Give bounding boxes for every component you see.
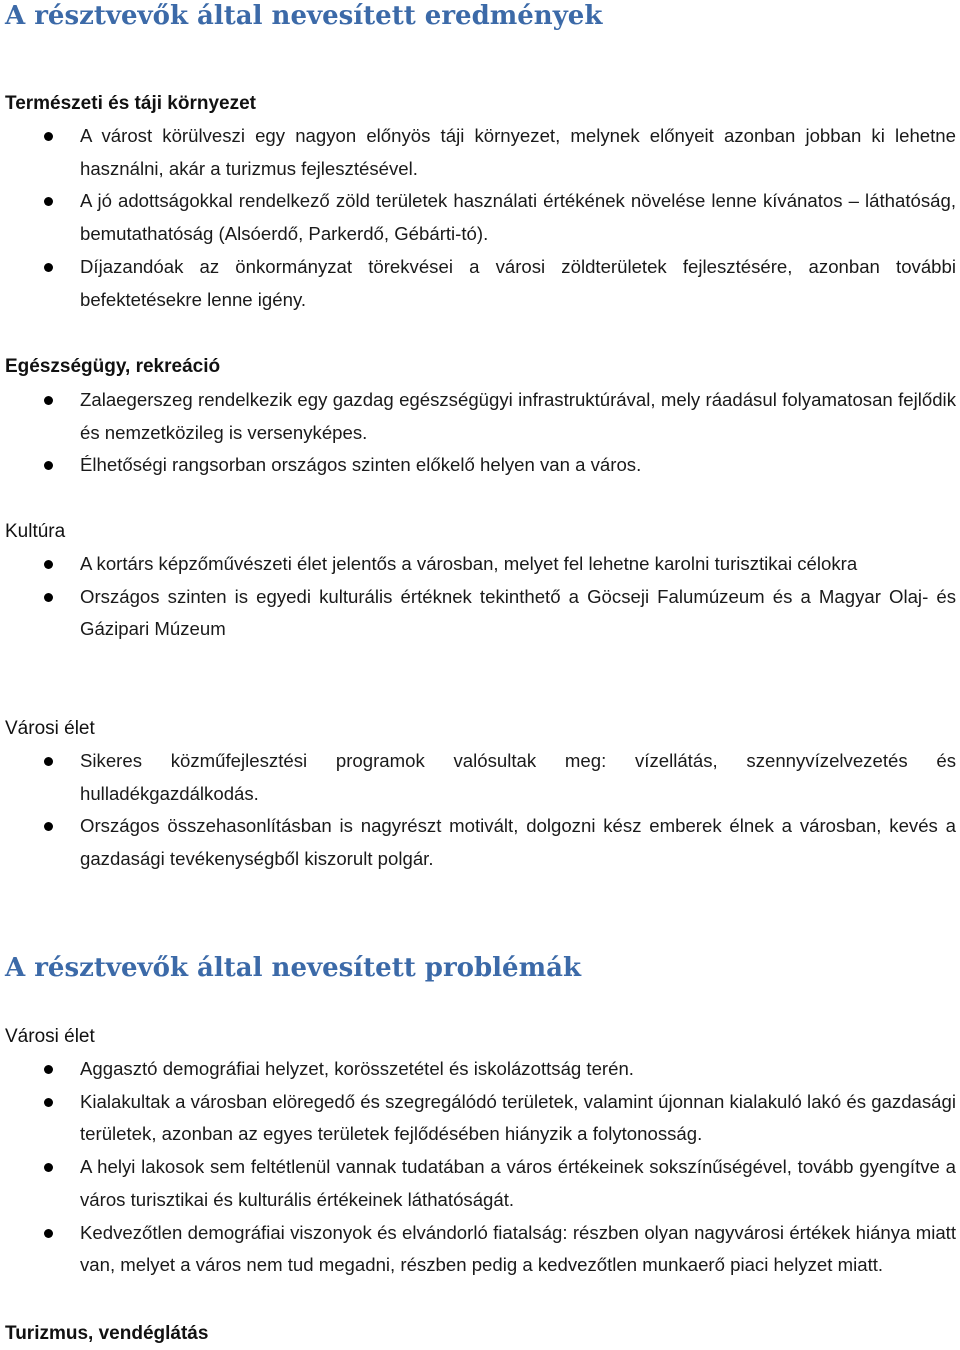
- group-heading-city-life-problems: Városi élet: [5, 1026, 95, 1047]
- list-item: A helyi lakosok sem feltétlenül vannak tudatában a város értékeinek sokszínűségével, tovább gyengítve a város turisztikai és kulturális értékeinek láthatóságát.: [0, 1151, 960, 1216]
- group-heading-city-life: Városi élet: [5, 718, 95, 739]
- bullet-icon: [44, 461, 53, 470]
- list-item: Élhetőségi rangsorban országos szinten előkelő helyen van a város.: [0, 449, 960, 482]
- list-item: Aggasztó demográfiai helyzet, korösszetétel és iskolázottság terén.: [0, 1053, 960, 1086]
- list-item: Kedvezőtlen demográfiai viszonyok és elvándorló fiatalság: részben olyan nagyvárosi értékek hiánya miatt van, melyet a város nem tud megadni, részben pedig a kedvezőtlen munkaerő piaci helyzet miatt.: [0, 1217, 960, 1282]
- bullet-icon: [44, 757, 53, 766]
- list-item: Országos szinten is egyedi kulturális értéknek tekinthető a Göcseji Falumúzeum és a Magyar Olaj- és Gázipari Múzeum: [0, 581, 960, 646]
- bullet-icon: [44, 263, 53, 272]
- bullet-icon: [44, 822, 53, 831]
- bullet-icon: [44, 1065, 53, 1074]
- section-title-problems: A résztvevők által nevesített problémák: [5, 953, 581, 983]
- bullet-list-health: [0, 384, 960, 482]
- list-item: Országos összehasonlításban is nagyrészt motivált, dolgozni kész emberek élnek a városban, kevés a gazdasági tevékenységből kiszorult polgár.: [0, 810, 960, 875]
- bullet-list-city-life-problems: [0, 1053, 960, 1282]
- bullet-icon: [44, 1163, 53, 1172]
- bullet-list-culture: [0, 548, 960, 646]
- list-item: Kialakultak a városban elöregedő és szegregálódó területek, valamint újonnan kialakuló lakó és gazdasági területek, azonban az egyes területek fejlődésében hiányzik a folytonosság.: [0, 1086, 960, 1151]
- bullet-icon: [44, 593, 53, 602]
- bullet-icon: [44, 132, 53, 141]
- bullet-icon: [44, 1229, 53, 1238]
- list-item: Sikeres közműfejlesztési programok valósultak meg: vízellátás, szennyvízelvezetés és hulladékgazdálkodás.: [0, 745, 960, 810]
- group-heading-tourism: Turizmus, vendéglátás: [5, 1323, 209, 1344]
- bullet-icon: [44, 560, 53, 569]
- list-item: A várost körülveszi egy nagyon előnyös táji környezet, melynek előnyeit azonban jobban ki lehetne használni, akár a turizmus fejlesztésével.: [0, 120, 960, 185]
- group-heading-health: Egészségügy, rekreáció: [5, 356, 221, 377]
- bullet-icon: [44, 396, 53, 405]
- bullet-icon: [44, 197, 53, 206]
- list-item: A jó adottságokkal rendelkező zöld területek használati értékének növelése lenne kívánatos – láthatóság, bemutathatóság (Alsóerdő, Parkerdő, Gébárti-tó).: [0, 185, 960, 250]
- section-title-results: A résztvevők által nevesített eredmények: [5, 1, 603, 31]
- bullet-list-city-life: [0, 745, 960, 876]
- group-heading-culture: Kultúra: [5, 521, 66, 542]
- list-item: A kortárs képzőművészeti élet jelentős a városban, melyet fel lehetne karolni turisztikai célokra: [0, 548, 960, 581]
- group-heading-nature: Természeti és táji környezet: [5, 93, 256, 114]
- list-item: Díjazandóak az önkormányzat törekvései a városi zöldterületek fejlesztésére, azonban további befektetésekre lenne igény.: [0, 251, 960, 316]
- bullet-icon: [44, 1098, 53, 1107]
- bullet-list-nature: [0, 120, 960, 316]
- list-item: Zalaegerszeg rendelkezik egy gazdag egészségügyi infrastruktúrával, mely ráadásul folyamatosan fejlődik és nemzetközileg is versenyképes.: [0, 384, 960, 449]
